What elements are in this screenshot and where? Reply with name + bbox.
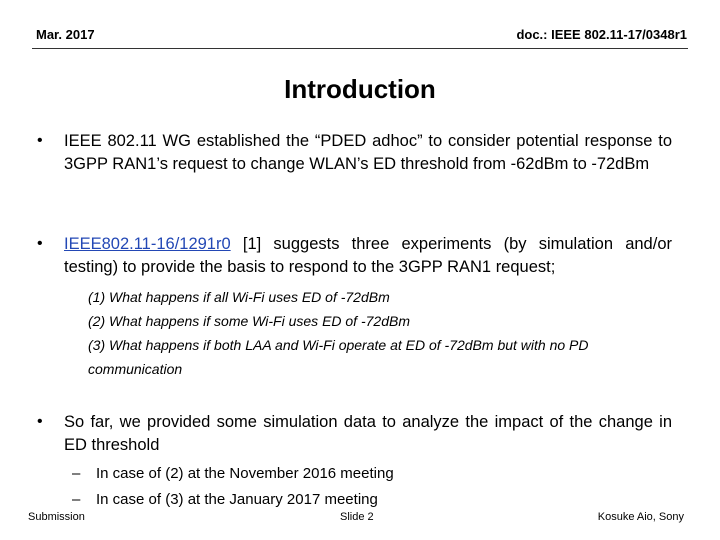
footer-slide-number: Slide 2 xyxy=(340,511,374,523)
bullet-1: IEEE 802.11 WG established the “PDED adhoc” to consider potential response to 3GPP RAN1’s request to change WLAN’s ED threshold from -62dBm to -72dBm xyxy=(64,132,672,173)
bullet-marker: • xyxy=(37,235,43,252)
bullet-3: So far, we provided some simulation data to analyze the impact of the change in ED threshold xyxy=(64,413,672,454)
bullet-marker: • xyxy=(37,413,43,430)
header-divider xyxy=(32,48,688,49)
meeting-item xyxy=(72,489,378,511)
slide-title: Introduction xyxy=(284,74,436,104)
bullet-marker: • xyxy=(37,132,43,149)
experiment-list xyxy=(88,285,678,381)
footer-author: Kosuke Aio, Sony xyxy=(597,511,684,523)
meeting-item-text: In case of (2) at the November 2016 meeting xyxy=(96,465,394,482)
footer-submission: Submission xyxy=(28,511,85,523)
bullet-2 xyxy=(64,233,672,279)
dash-marker: – xyxy=(72,491,81,508)
experiment-item: (3) What happens if both LAA and Wi-Fi operate at ED of -72dBm but with no PD communication xyxy=(88,337,589,377)
header-date: Mar. 2017 xyxy=(36,27,95,42)
experiment-item: (1) What happens if all Wi-Fi uses ED of -72dBm xyxy=(88,289,390,305)
experiment-item: (2) What happens if some Wi-Fi uses ED of -72dBm xyxy=(88,313,410,329)
reference-link[interactable]: IEEE802.11-16/1291r0 xyxy=(64,235,231,253)
bullet-2-text: [1] suggests three experiments (by simulation and/or testing) to provide the basis to respond to the 3GPP RAN1 request; xyxy=(64,235,672,276)
meeting-item xyxy=(72,463,394,485)
dash-marker: – xyxy=(72,465,81,482)
meeting-item-text: In case of (3) at the January 2017 meeting xyxy=(96,491,378,508)
header-doc-id: doc.: IEEE 802.11-17/0348r1 xyxy=(516,27,687,42)
